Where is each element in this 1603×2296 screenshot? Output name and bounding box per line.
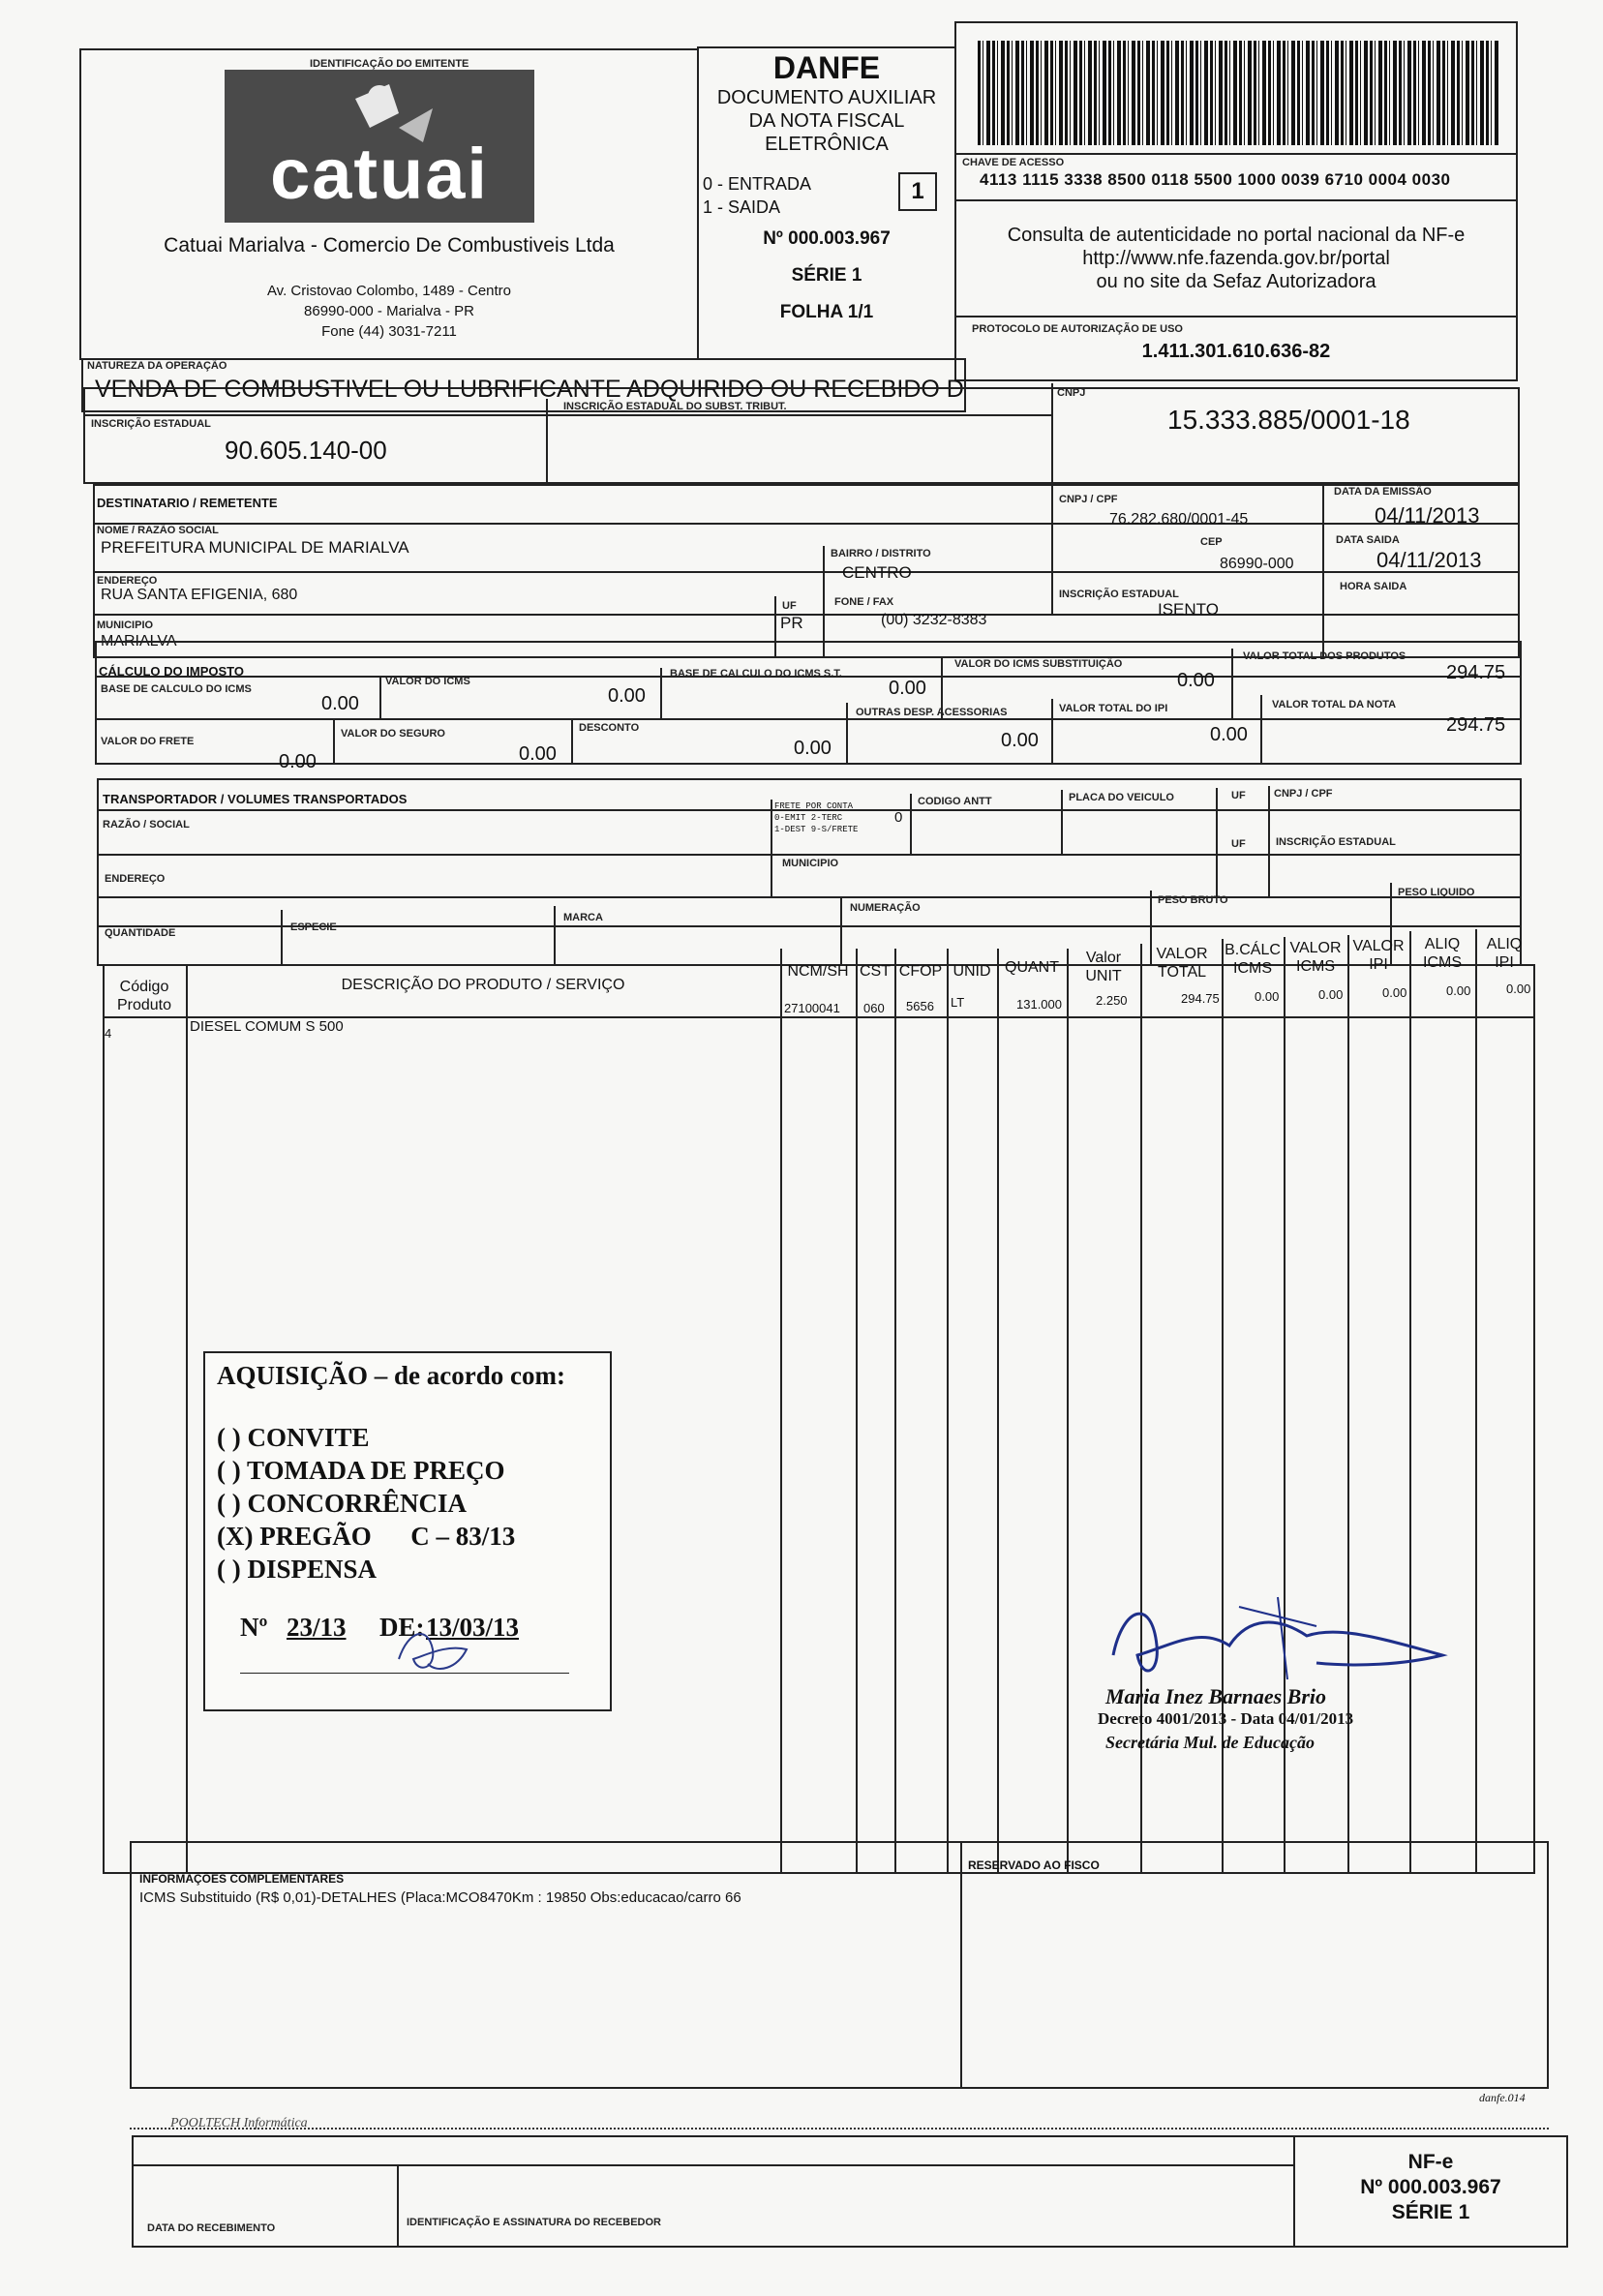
consulta-line-3: ou no site da Sefaz Autorizadora [1096,271,1376,292]
transp-municipio-label: MUNICIPIO [782,858,839,869]
signature-stroke [1084,1587,1452,1694]
saida-label: 1 - SAIDA [703,197,781,217]
stamp-option-pregao: (X) PREGÃO C – 83/13 [217,1522,516,1551]
base-icms-label: BASE DE CALCULO DO ICMS [101,683,252,695]
signature-cargo: Secretária Mul. de Educação [1105,1733,1315,1752]
col-cfop: CFOP [898,963,943,980]
transp-uf2-label: UF [1231,838,1246,850]
stamp-title: AQUISIÇÃO – de acordo com: [217,1361,565,1390]
valor-icms-label: VALOR DO ICMS [385,676,470,687]
frete-conta-2: 0-EMIT 2-TERC [774,813,843,823]
assinatura-label: IDENTIFICAÇÃO E ASSINATURA DO RECEBEDOR [407,2217,661,2228]
company-logo [225,70,534,223]
info-label: INFORMAÇÕES COMPLEMENTARES [139,1872,345,1886]
canhoto-serie: SÉRIE 1 [1391,2201,1470,2223]
dest-nome-label: NOME / RAZÃO SOCIAL [97,525,219,536]
marca-label: MARCA [563,912,603,923]
frete-label: VALOR DO FRETE [101,736,195,747]
emissao-date: 04/11/2013 [1375,503,1480,528]
frete-value: 0.00 [279,751,317,772]
emitente-phone: Fone (44) 3031-7211 [321,323,457,340]
rubric-signature [389,1620,476,1678]
emitente-address-1: Av. Cristovao Colombo, 1489 - Centro [266,283,512,299]
imposto-section: CÁLCULO DO IMPOSTO [99,664,244,679]
seguro-label: VALOR DO SEGURO [341,728,445,740]
row-aliq-ipi: 0.00 [1506,982,1531,996]
row-unid: LT [951,995,965,1010]
total-nota-label: VALOR TOTAL DA NOTA [1272,699,1397,710]
emitente-section-label: IDENTIFICAÇÃO DO EMITENTE [310,58,469,70]
col-aliq-ipi: ALIQ IPI [1486,936,1523,971]
base-icms: 0.00 [321,693,359,714]
row-aliq-icms: 0.00 [1446,983,1471,998]
total-produtos: 294.75 [1446,662,1506,683]
col-descricao: DESCRIÇÃO DO PRODUTO / SERVIÇO [341,977,625,993]
peso-liquido-label: PESO LIQUIDO [1398,887,1475,898]
dest-cnpj-label: CNPJ / CPF [1059,494,1118,505]
signature-name: Maria Inez Barnaes Brio [1105,1684,1327,1708]
stamp-option-concorrencia: ( ) CONCORRÊNCIA [217,1489,467,1518]
outras-label: OUTRAS DESP. ACESSORIAS [856,707,1008,718]
antt-label: CODIGO ANTT [918,796,992,807]
cnpj-emitente-value: 15.333.885/0001-18 [1167,405,1410,435]
signature-decreto: Decreto 4001/2013 - Data 04/01/2013 [1098,1709,1354,1728]
ie-subst-label: INSCRIÇÃO ESTADUAL DO SUBST. TRIBUT. [563,401,787,412]
transp-cnpj-label: CNPJ / CPF [1274,788,1333,800]
danfe-folha: FOLHA 1/1 [779,302,874,322]
dest-ie: ISENTO [1158,600,1219,619]
col-valor-unit: Valor UNIT [1085,950,1122,984]
stamp-data: 13/03/13 [426,1613,520,1642]
col-valor-ipi: VALOR IPI [1352,938,1405,973]
dotted-separator [130,2128,1549,2130]
col-aliq-icms: ALIQ ICMS [1423,936,1462,971]
total-nota: 294.75 [1446,714,1506,736]
info-text: ICMS Substituido (R$ 0,01)-DETALHES (Placa:MCO8470Km : 19850 Obs:educacao/carro 66 [139,1889,741,1906]
dest-ie-label: INSCRIÇÃO ESTADUAL [1059,589,1179,600]
numeracao-label: NUMERAÇÃO [850,902,921,914]
uf-value: PR [780,614,803,632]
desconto-label: DESCONTO [579,722,640,734]
row-quant: 131.000 [1016,997,1062,1012]
row-cfop: 5656 [906,999,934,1013]
emitente-address-2: 86990-000 - Marialva - PR [304,303,474,319]
outras-value: 0.00 [1001,730,1039,751]
row-valor-ipi: 0.00 [1382,985,1407,1000]
stamp-option-convite: ( ) CONVITE [217,1423,370,1452]
municipio-value: MARIALVA [101,633,177,650]
natureza-label: NATUREZA DA OPERAÇÃO [87,360,227,372]
stamp-de-prefix: DE: [379,1613,425,1642]
cep-value: 86990-000 [1220,556,1294,572]
row-valor-total: 294.75 [1181,991,1220,1006]
row-valor-icms: 0.00 [1318,987,1344,1002]
chave-value: 4113 1115 3338 8500 0118 5500 1000 0039 6710 0004 0030 [980,170,1451,189]
cnpj-emitente-label: CNPJ [1057,387,1086,399]
hora-saida-label: HORA SAIDA [1340,581,1407,592]
form-code: danfe.014 [1479,2091,1526,2104]
fone-value: (00) 3232-8383 [881,612,987,628]
barcode [978,41,1500,145]
danfe-title: DANFE [772,50,881,85]
total-prod-label: VALOR TOTAL DOS PRODUTOS [1243,650,1406,662]
bairro-value: CENTRO [842,563,912,582]
row-bcalc: 0.00 [1255,989,1280,1004]
col-bcalc-icms: B.CÁLC ICMS [1225,942,1281,977]
base-st: 0.00 [889,678,926,699]
data-recebimento-label: DATA DO RECEBIMENTO [147,2222,276,2234]
saida-label: DATA SAIDA [1336,534,1400,546]
base-st-label: BASE DE CALCULO DO ICMS S.T. [670,668,842,680]
transp-uf-label: UF [1231,790,1246,801]
dest-cnpj: 76.282.680/0001-45 [1109,511,1249,528]
valor-st-label: VALOR DO ICMS SUBSTITUIÇÃO [954,658,1123,670]
stamp-numero-prefix: Nº [240,1613,268,1642]
row-descricao: DIESEL COMUM S 500 [190,1018,344,1035]
col-quant: QUANT [1005,959,1059,976]
danfe-serie: SÉRIE 1 [791,265,862,286]
danfe-subtitle-1: DOCUMENTO AUXILIAR [716,87,937,108]
cep-label: CEP [1200,536,1223,548]
saida-date: 04/11/2013 [1376,548,1482,572]
quantidade-label: QUANTIDADE [105,927,176,939]
seguro-value: 0.00 [519,743,557,765]
ipi-value: 0.00 [1210,724,1248,745]
emissao-label: DATA DA EMISSÃO [1334,486,1432,498]
transp-endereco-label: ENDEREÇO [105,873,166,885]
natureza-value: VENDA DE COMBUSTIVEL OU LUBRIFICANTE ADQUIRIDO OU RECEBIDO D [95,376,964,403]
frete-conta-1: FRETE POR CONTA [774,801,854,811]
tipo-box: 1 [898,172,937,211]
ipi-label: VALOR TOTAL DO IPI [1059,703,1168,714]
row-valor-unit: 2.250 [1096,993,1128,1008]
dest-nome: PREFEITURA MUNICIPAL DE MARIALVA [101,538,409,557]
row-cst: 060 [863,1001,885,1015]
col-valor-icms: VALOR ICMS [1289,940,1342,975]
frete-conta-value: 0 [894,809,903,826]
aquisicao-stamp [203,1351,612,1711]
bairro-label: BAIRRO / DISTRITO [831,548,931,559]
col-ncm: NCM/SH [787,963,849,980]
consulta-line-1: Consulta de autenticidade no portal nacional da NF-e [1007,225,1466,246]
chave-label: CHAVE DE ACESSO [962,157,1065,168]
protocolo-label: PROTOCOLO DE AUTORIZAÇÃO DE USO [972,323,1183,335]
dest-endereco: RUA SANTA EFIGENIA, 680 [101,587,298,603]
fone-label: FONE / FAX [834,596,894,608]
especie-label: ESPECIE [290,921,337,933]
row-codigo: 4 [105,1026,112,1041]
frete-conta-3: 1-DEST 9-S/FRETE [774,825,859,834]
logo-text: catuai [270,134,489,214]
placa-label: PLACA DO VEICULO [1069,792,1174,803]
signature-block [1084,1587,1452,1771]
valor-icms: 0.00 [608,685,646,707]
emitente-name: Catuai Marialva - Comercio De Combustiveis Ltda [164,234,615,257]
row-ncm: 27100041 [784,1001,840,1015]
entrada-label: 0 - ENTRADA [703,174,812,194]
danfe-subtitle-2: DA NOTA FISCAL [748,110,905,132]
peso-bruto-label: PESO BRUTO [1158,894,1228,906]
stamp-numero: 23/13 [287,1613,347,1642]
stamp-option-tomada: ( ) TOMADA DE PREÇO [217,1456,505,1485]
vendor-mark: POOLTECH Informática [170,2116,308,2130]
canhoto-numero: Nº 000.003.967 [1360,2176,1501,2198]
stamp-option-dispensa: ( ) DISPENSA [217,1555,378,1584]
ie-label: INSCRIÇÃO ESTADUAL [91,418,211,430]
danfe-numero: Nº 000.003.967 [763,228,891,249]
destinatario-section: DESTINATARIO / REMETENTE [97,496,278,510]
desconto-value: 0.00 [794,738,832,759]
ie-value: 90.605.140-00 [225,436,387,465]
transportador-section: TRANSPORTADOR / VOLUMES TRANSPORTADOS [103,792,408,806]
transp-razao-label: RAZÃO / SOCIAL [103,819,190,831]
col-cst: CST [860,963,891,980]
valor-st: 0.00 [1177,670,1215,691]
danfe-subtitle-3: ELETRÔNICA [765,134,889,155]
protocolo-value: 1.411.301.610.636-82 [1141,341,1331,362]
fisco-label: RESERVADO AO FISCO [968,1858,1100,1872]
consulta-line-2: http://www.nfe.fazenda.gov.br/portal [1082,248,1390,269]
col-valor-total: VALOR TOTAL [1156,946,1208,981]
transp-ie-label: INSCRIÇÃO ESTADUAL [1276,836,1396,848]
col-unid: UNID [953,963,991,980]
col-codigo: Código Produto [116,979,172,1013]
uf-label: UF [782,600,797,612]
canhoto-nfe: NF-e [1407,2151,1454,2173]
dest-endereco-label: ENDEREÇO [97,575,158,587]
municipio-label: MUNICIPIO [97,619,154,631]
